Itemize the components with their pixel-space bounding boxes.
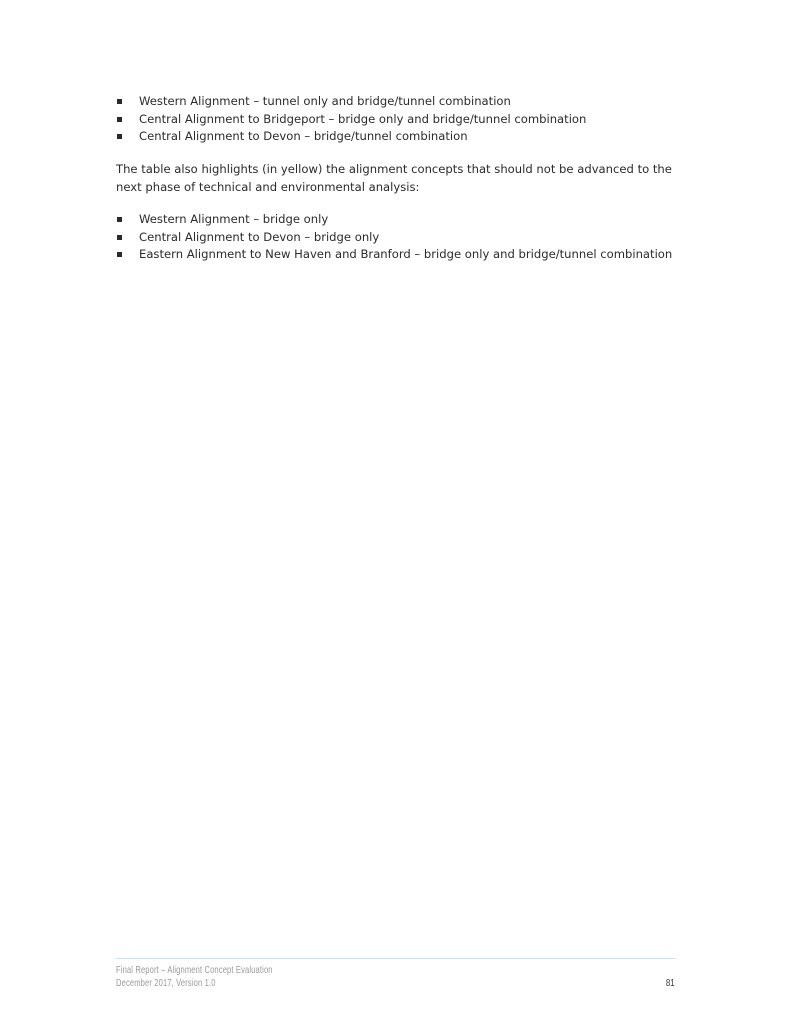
list-item bbox=[116, 211, 686, 229]
list-item bbox=[116, 128, 686, 146]
footer-version-date: December 2017, Version 1.0 bbox=[116, 977, 216, 989]
not-advanced-alignments-list bbox=[116, 211, 686, 264]
list-item-text: Western Alignment – bridge only bbox=[139, 212, 329, 226]
list-item bbox=[116, 93, 686, 111]
advanced-alignments-list bbox=[116, 93, 686, 146]
page-number: 81 bbox=[666, 977, 675, 989]
square-bullet-icon bbox=[117, 235, 122, 240]
square-bullet-icon bbox=[117, 217, 122, 222]
list-item-text: Western Alignment – tunnel only and bridge/tunnel combination bbox=[139, 94, 511, 108]
list-item-text: Central Alignment to Devon – bridge/tunnel combination bbox=[139, 129, 468, 144]
list-item-text: Central Alignment to Devon – bridge only bbox=[139, 229, 380, 244]
square-bullet-icon bbox=[117, 134, 122, 139]
body-paragraph: The table also highlights (in yellow) the alignment concepts that should not be advanced to the next phase of technical and environmental analysis: bbox=[116, 162, 672, 194]
list-item-text: Eastern Alignment to New Haven and Branford – bridge only and bridge/tunnel combination bbox=[139, 247, 673, 262]
list-item bbox=[116, 229, 686, 247]
list-item bbox=[116, 111, 686, 129]
square-bullet-icon bbox=[117, 117, 122, 122]
footer-report-title: Final Report – Alignment Concept Evaluation bbox=[116, 964, 273, 976]
list-item bbox=[116, 246, 686, 264]
list-item-text: Central Alignment to Bridgeport – bridge only and bridge/tunnel combination bbox=[139, 111, 587, 126]
footer-divider bbox=[116, 958, 676, 959]
square-bullet-icon bbox=[117, 99, 122, 104]
square-bullet-icon bbox=[117, 252, 122, 257]
